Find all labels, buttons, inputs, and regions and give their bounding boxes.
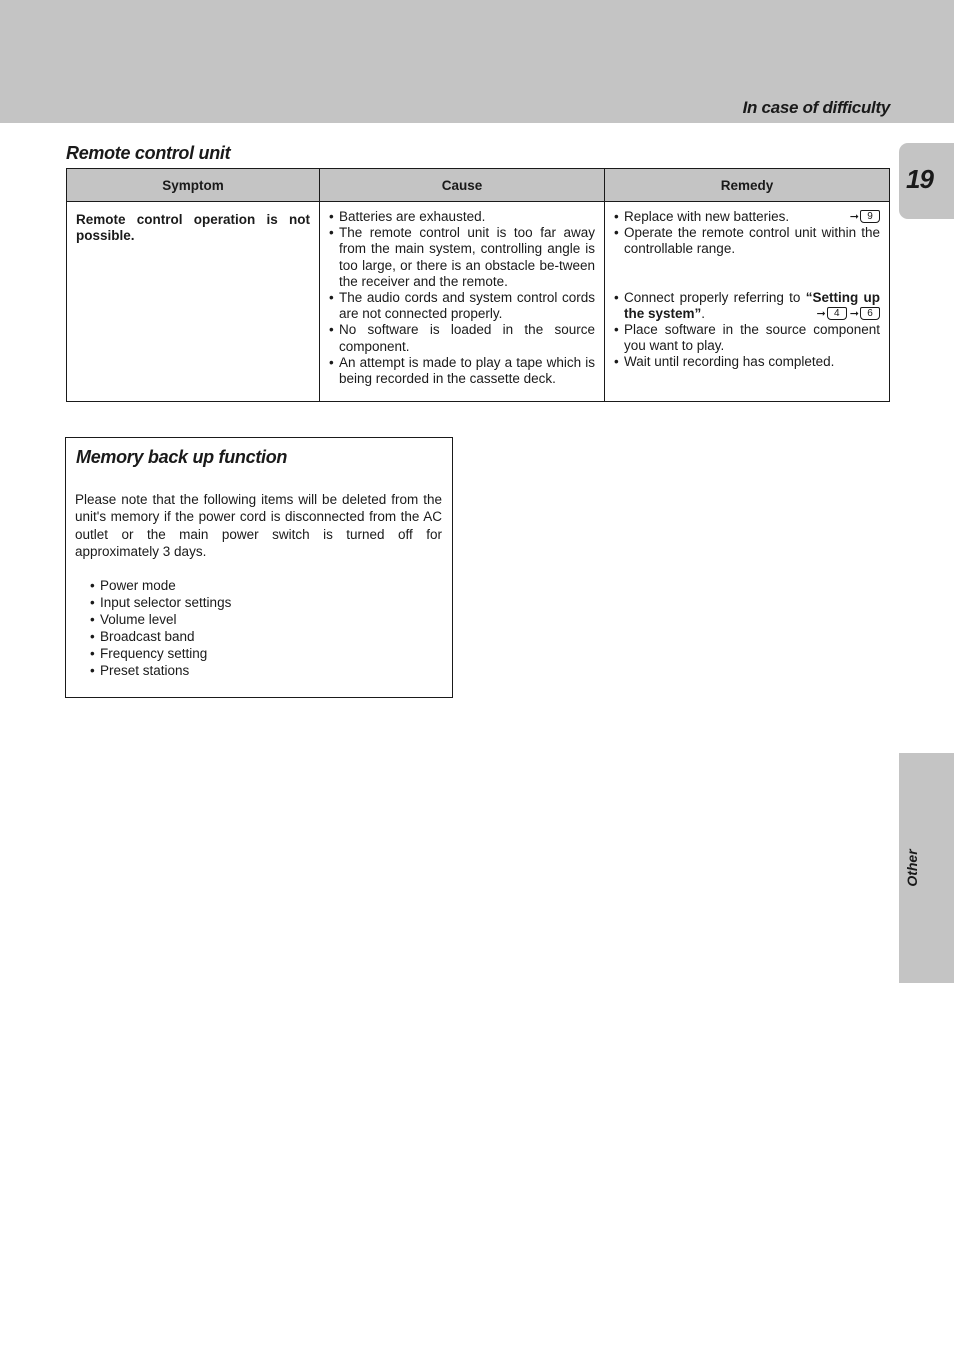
remedy-list [614,209,880,258]
remedy-item [614,322,880,354]
arrow-icon: ➞ [849,211,859,223]
cause-item: • No software is loaded in the source component. [329,322,595,354]
remedy-text: Wait until recording has completed. [624,354,835,370]
cause-item: • An attempt is made to play a tape which is being recorded in the cassette deck. [329,355,595,387]
memory-backup-text: Please note that the following items will be deleted from the unit's memory if the power cord is disconnected from the AC outlet or the main power switch is turned off for approximately 3 days. [75,492,442,560]
header-title: In case of difficulty [742,98,890,117]
arrow-icon: ➞ [849,307,859,320]
memory-backup-box [65,437,453,698]
cause-item: • The remote control unit is too far away from the main system, controlling angle is too large, or there is an obstacle be-tween the receiver and the remote. [329,225,595,290]
page-reference [817,306,881,322]
column-header-symptom: Symptom [67,169,320,202]
remedy-text: Replace with new batteries. [624,209,790,224]
cause-list [329,209,595,387]
remedy-cell [605,202,890,402]
list-item: • Preset stations [90,662,231,679]
troubleshooting-table [66,168,890,402]
memory-item-list [90,577,231,680]
remedy-list [614,290,880,371]
book-icon: 6 [860,307,880,320]
spacer [614,258,880,290]
remedy-item [614,354,880,370]
remote-control-heading: Remote control unit [66,143,231,163]
table-header-row [67,169,890,202]
arrow-icon: ➞ [816,307,826,320]
remedy-text: Connect properly referring to [624,289,806,305]
page-number: 19 [906,164,933,194]
list-item: • Broadcast band [90,628,231,645]
symptom-cell: Remote control operation is not possible. [67,202,320,402]
remedy-item [614,290,880,322]
remedy-item [614,225,880,257]
remedy-item [614,209,880,225]
page-reference [850,209,880,225]
book-icon: 9 [860,210,880,223]
list-item: • Power mode [90,577,231,594]
cause-item: • The audio cords and system control cords are not connected properly. [329,290,595,322]
remedy-text: Operate the remote control unit within the controllable range. [624,225,880,257]
list-item: • Volume level [90,611,231,628]
column-header-remedy: Remedy [605,169,890,202]
list-item: • Input selector settings [90,594,231,611]
table-row [67,202,890,402]
column-header-cause: Cause [320,169,605,202]
book-icon: 4 [827,307,847,320]
remedy-text: Place software in the source component you want to play. [624,322,880,354]
cause-cell [320,202,605,402]
cause-item: • Batteries are exhausted. [329,209,595,225]
list-item: • Frequency setting [90,645,231,662]
remedy-text: . [701,305,706,321]
remedy-reference-title: “Setting up the system” [624,289,880,321]
section-tab-label: Other [904,849,920,887]
memory-backup-title: Memory back up function [76,447,288,467]
